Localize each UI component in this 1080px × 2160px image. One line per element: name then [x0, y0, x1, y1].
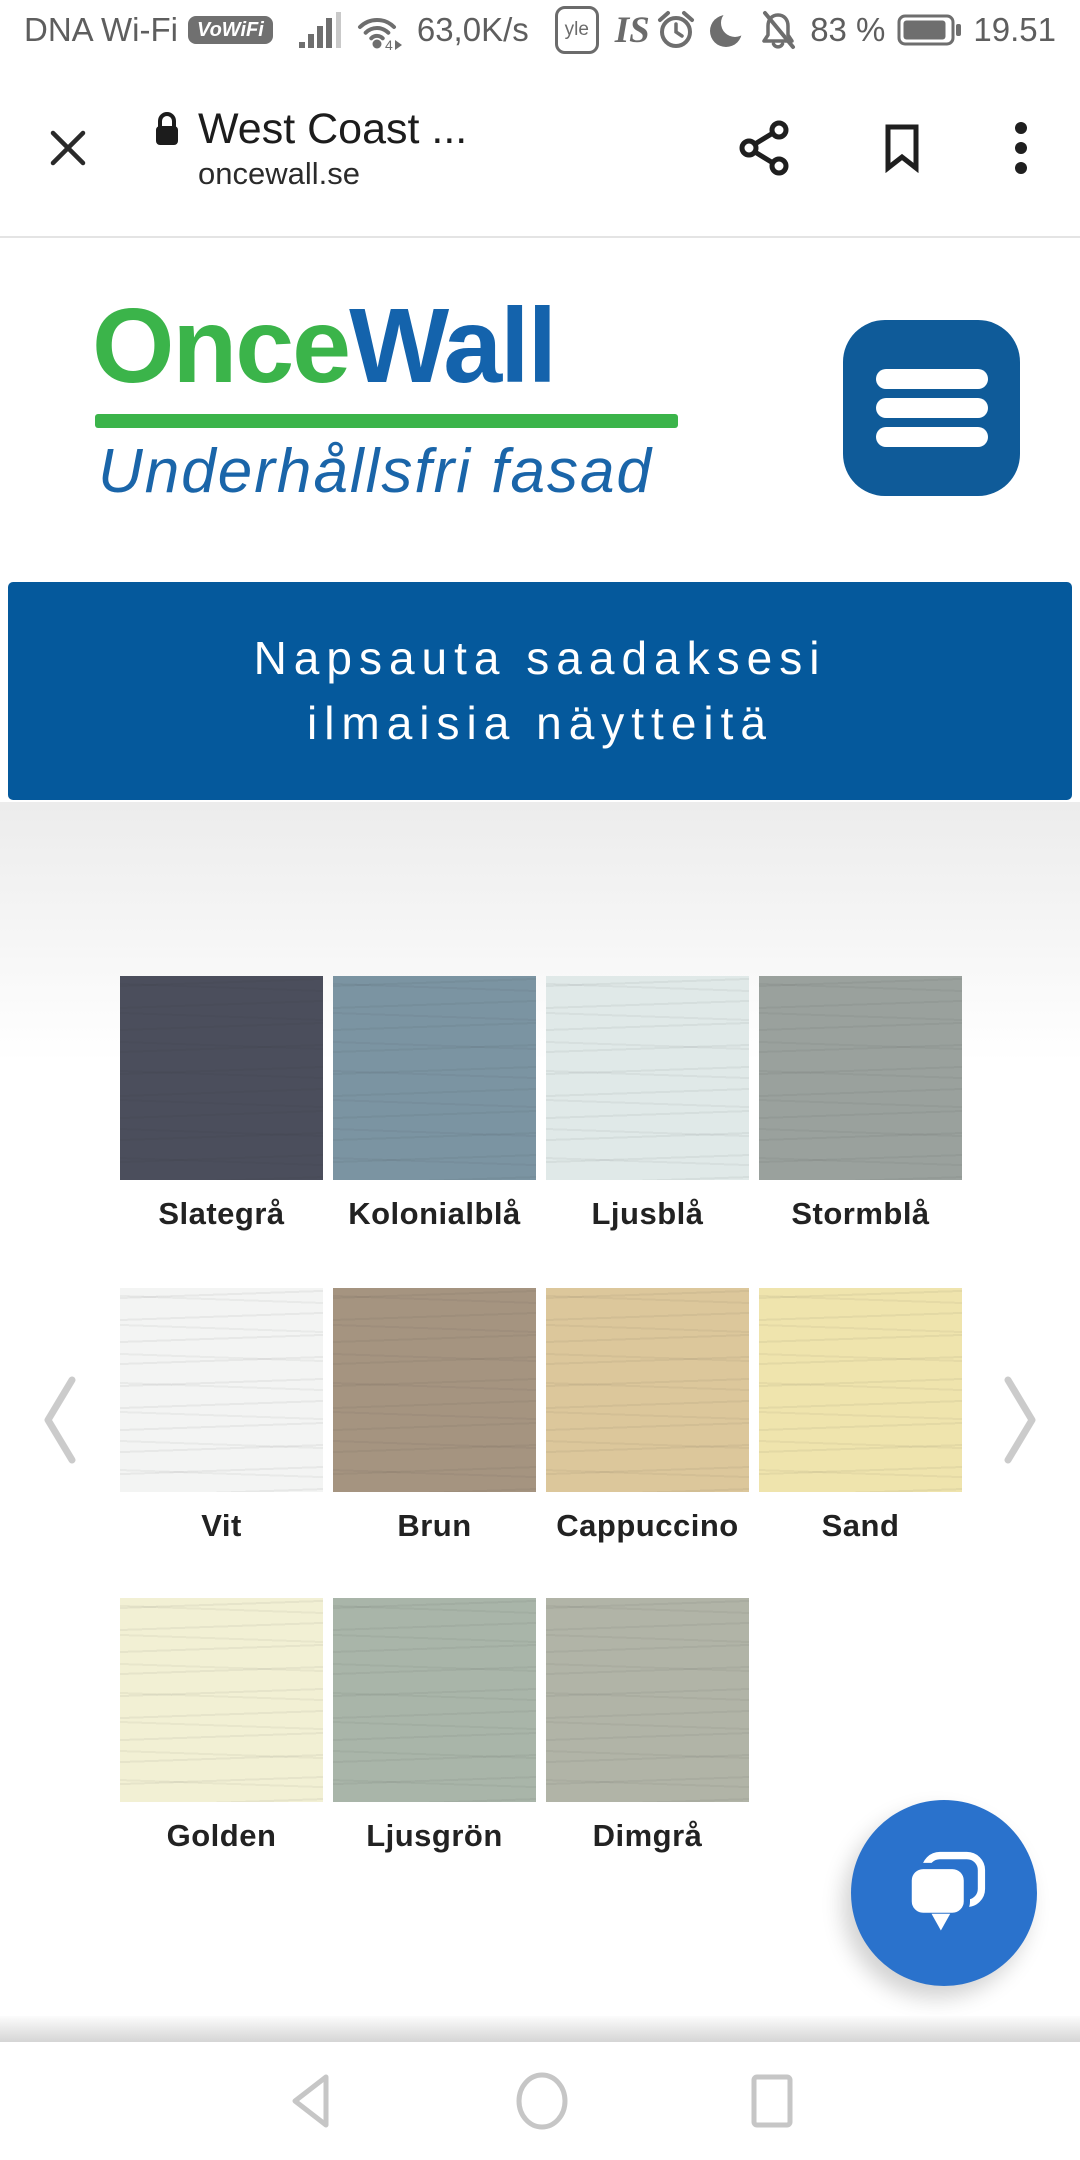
nav-back-button[interactable]	[286, 2072, 334, 2130]
swatch-cell[interactable]	[546, 1288, 749, 1544]
close-icon	[45, 125, 91, 171]
page-title-block[interactable]	[152, 105, 467, 192]
swatch-cell[interactable]	[120, 1598, 323, 1854]
browser-toolbar	[0, 60, 1080, 238]
swatch-image	[333, 976, 536, 1180]
yle-app-icon: yle	[555, 6, 599, 54]
swatch-label: Dimgrå	[592, 1818, 703, 1853]
battery-icon	[897, 14, 961, 46]
logo-wall-text: Wall	[349, 287, 556, 405]
is-app-icon: IS	[614, 9, 650, 51]
swatch-cell[interactable]	[333, 1598, 536, 1854]
back-triangle-icon	[286, 2072, 334, 2130]
status-bar	[0, 0, 1080, 60]
network-speed-label: 63,0K/s	[416, 11, 529, 48]
swatch-image	[759, 976, 962, 1180]
nav-recents-button[interactable]	[750, 2072, 794, 2130]
share-icon	[738, 120, 790, 176]
carousel-next-button[interactable]	[998, 1372, 1042, 1473]
swatch-image	[120, 1598, 323, 1802]
logo-once-text: Once	[92, 287, 350, 405]
swatch-label: Kolonialblå	[348, 1196, 521, 1231]
swatch-label: Ljusblå	[591, 1196, 704, 1231]
swatch-label: Vit	[201, 1508, 242, 1543]
swatch-cell[interactable]	[120, 1288, 323, 1544]
notifications-muted-icon	[758, 10, 798, 50]
swatch-image	[120, 976, 323, 1180]
swatch-image	[333, 1288, 536, 1492]
close-tab-button[interactable]	[42, 122, 94, 174]
recents-square-icon	[750, 2072, 794, 2130]
carousel-prev-button[interactable]	[38, 1372, 82, 1473]
bookmark-button[interactable]	[882, 123, 922, 173]
swatch-image	[759, 1288, 962, 1492]
oncewall-logo[interactable]	[92, 288, 555, 405]
battery-percent-label: 83 %	[810, 11, 886, 48]
content-bottom-fade	[0, 2016, 1080, 2042]
swatch-label: Golden	[166, 1818, 277, 1853]
do-not-disturb-moon-icon	[708, 10, 746, 50]
overflow-menu-button[interactable]	[1014, 121, 1028, 175]
signal-strength-icon	[299, 10, 343, 50]
android-navigation-bar	[0, 2042, 1080, 2160]
swatch-cell[interactable]	[759, 976, 962, 1232]
swatch-cell[interactable]	[546, 1598, 749, 1854]
page-title: West Coast ...	[198, 104, 468, 153]
swatch-label: Brun	[397, 1508, 472, 1543]
swatch-cell[interactable]	[333, 976, 536, 1232]
alarm-clock-icon	[656, 10, 696, 50]
swatch-cell[interactable]	[546, 976, 749, 1232]
browser-actions	[738, 120, 1028, 176]
logo-underline	[95, 414, 678, 428]
swatch-label: Cappuccino	[556, 1508, 739, 1543]
hamburger-bar	[876, 398, 988, 418]
swatch-cell[interactable]	[120, 976, 323, 1232]
secure-lock-icon	[152, 110, 182, 148]
home-circle-icon	[514, 2072, 570, 2130]
swatch-label: Ljusgrön	[366, 1818, 503, 1853]
banner-line-2: ilmaisia näytteitä	[306, 697, 774, 749]
free-samples-banner[interactable]	[8, 582, 1072, 800]
status-right-group	[656, 10, 1056, 50]
nav-home-button[interactable]	[514, 2072, 570, 2130]
logo-tagline: Underhållsfri fasad	[98, 437, 653, 506]
swatch-image	[333, 1598, 536, 1802]
swatch-label: Slategrå	[158, 1196, 285, 1231]
clock-label: 19.51	[973, 11, 1056, 48]
share-button[interactable]	[738, 120, 790, 176]
swatch-image	[546, 976, 749, 1180]
site-header	[0, 240, 1080, 583]
vowifi-badge: VoWiFi	[188, 16, 273, 44]
swatch-image	[546, 1288, 749, 1492]
svg-text:4: 4	[384, 37, 393, 50]
chevron-right-icon	[998, 1372, 1042, 1468]
chat-bubbles-icon	[889, 1841, 999, 1945]
hamburger-bar	[876, 427, 988, 447]
swatch-cell[interactable]	[759, 1288, 962, 1544]
hamburger-bar	[876, 369, 988, 389]
three-dot-menu-icon	[1014, 121, 1028, 175]
swatch-image	[546, 1598, 749, 1802]
swatch-cell[interactable]	[333, 1288, 536, 1544]
chevron-left-icon	[38, 1372, 82, 1468]
swatch-image	[120, 1288, 323, 1492]
chat-widget-button[interactable]	[851, 1800, 1037, 1986]
page-domain: oncewall.se	[198, 155, 360, 191]
bookmark-icon	[882, 123, 922, 173]
swatch-label: Stormblå	[791, 1196, 930, 1231]
hamburger-menu-button[interactable]	[843, 320, 1020, 496]
banner-line-1: Napsauta saadaksesi	[253, 631, 827, 684]
wifi-icon	[355, 10, 405, 50]
swatch-label: Sand	[821, 1508, 900, 1543]
carrier-label: DNA Wi-Fi	[24, 11, 178, 48]
